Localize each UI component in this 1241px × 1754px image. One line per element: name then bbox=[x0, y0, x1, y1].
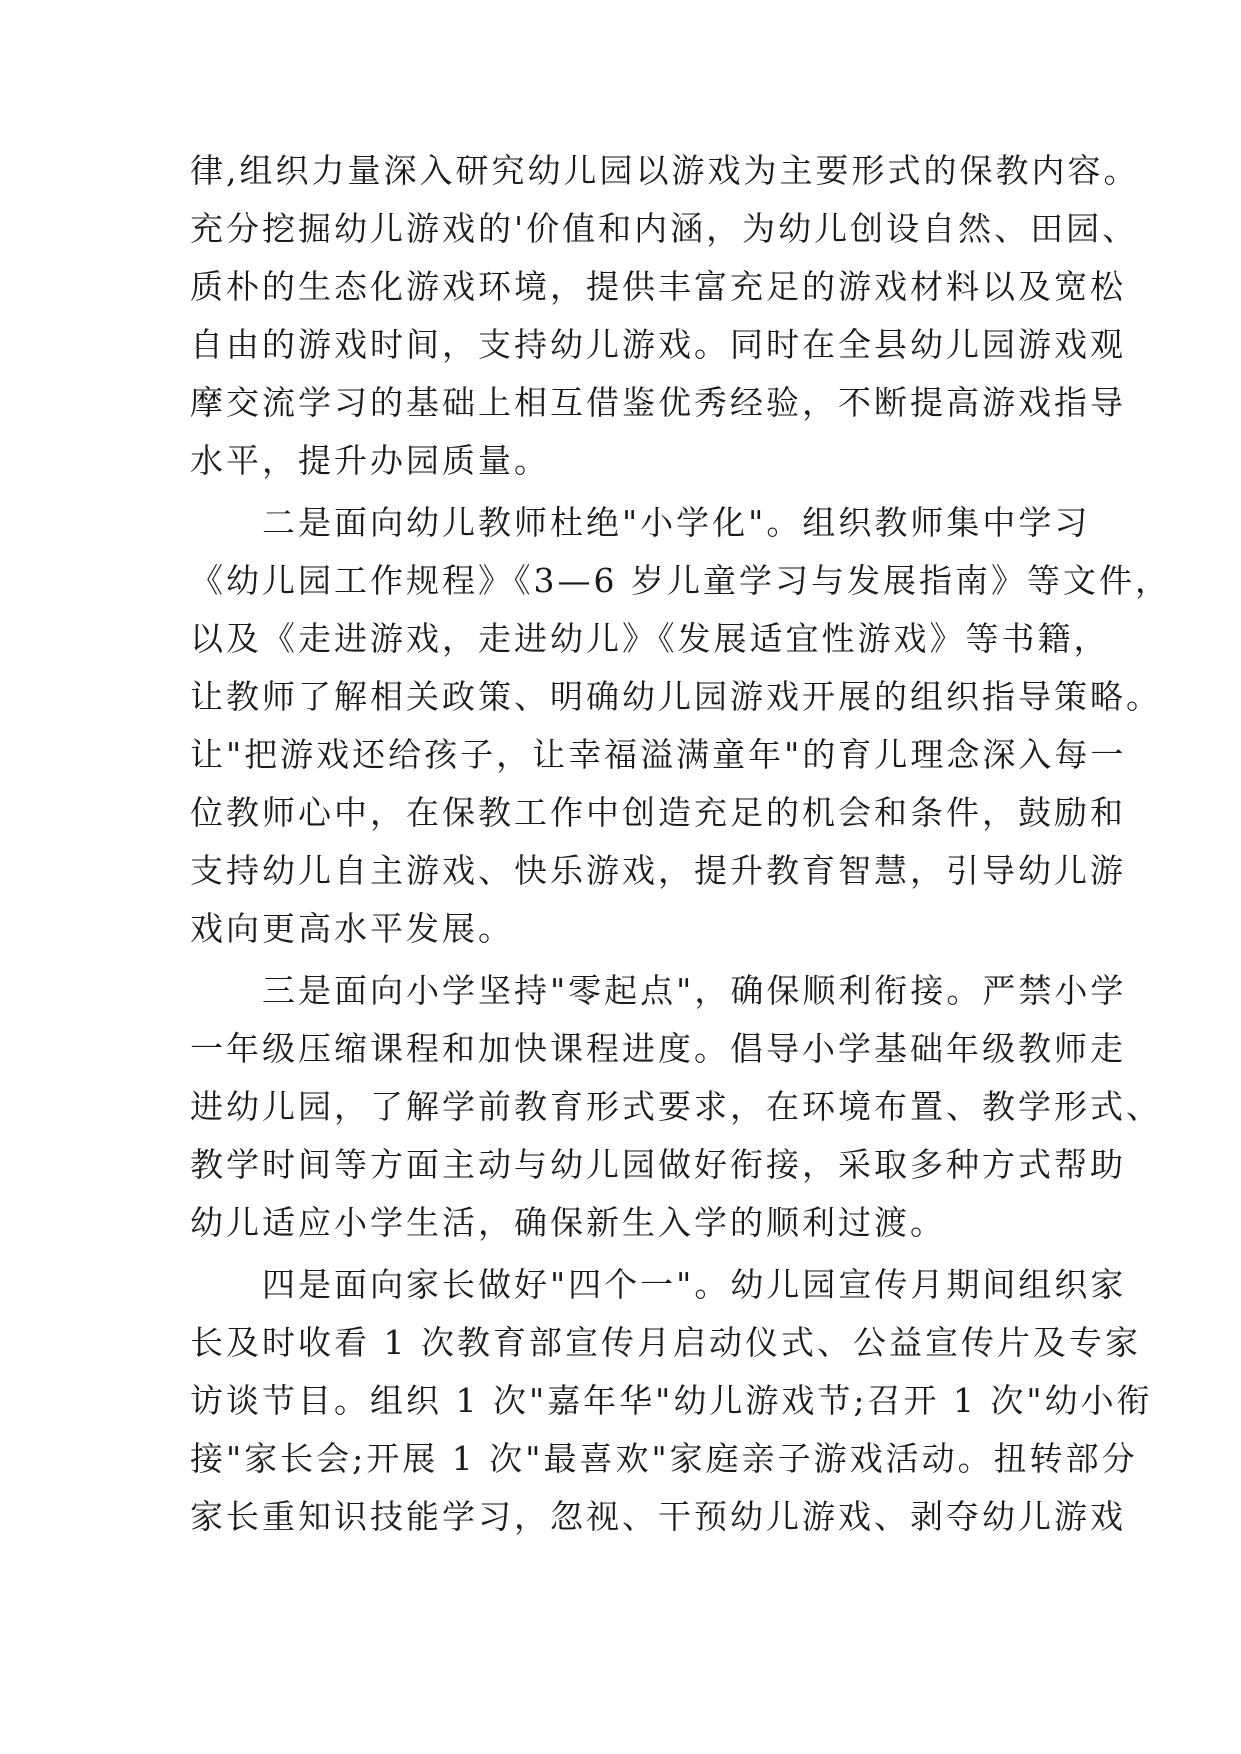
text-line: 家长重知识技能学习，忽视、干预幼儿游戏、剥夺幼儿游戏 bbox=[190, 1497, 1126, 1536]
text-line: 戏向更高水平发展。 bbox=[190, 909, 514, 948]
text-line: 让"把游戏还给孩子，让幸福溢满童年"的育儿理念深入每一 bbox=[190, 735, 1127, 774]
text-line: 律,组织力量深入研究幼儿园以游戏为主要形式的保教内容。 bbox=[190, 151, 1140, 190]
paragraph-first-line: 三是面向小学坚持"零起点"，确保顺利衔接。严禁小学 bbox=[262, 971, 1127, 1010]
text-line: 教学时间等方面主动与幼儿园做好衔接，采取多种方式帮助 bbox=[190, 1145, 1126, 1184]
text-line: 支持幼儿自主游戏、快乐游戏，提升教育智慧，引导幼儿游 bbox=[190, 851, 1126, 890]
text-line: 幼儿适应小学生活，确保新生入学的顺利过渡。 bbox=[190, 1203, 946, 1242]
paragraph-first-line: 二是面向幼儿教师杜绝"小学化"。组织教师集中学习 bbox=[262, 503, 1091, 542]
text-line: 充分挖掘幼儿游戏的'价值和内涵，为幼儿创设自然、田园、 bbox=[190, 209, 1139, 248]
text-line: 《幼儿园工作规程》《3—6 岁儿童学习与发展指南》等文件， bbox=[190, 561, 1171, 600]
text-line: 一年级压缩课程和加快课程进度。倡导小学基础年级教师走 bbox=[190, 1029, 1126, 1068]
text-line: 长及时收看 1 次教育部宣传月启动仪式、公益宣传片及专家 bbox=[190, 1323, 1141, 1362]
text-line: 进幼儿园，了解学前教育形式要求，在环境布置、教学形式、 bbox=[190, 1087, 1162, 1126]
paragraph-first-line: 四是面向家长做好"四个一"。幼儿园宣传月期间组织家 bbox=[262, 1265, 1127, 1304]
text-line: 自由的游戏时间，支持幼儿游戏。同时在全县幼儿园游戏观 bbox=[190, 325, 1126, 364]
text-line: 让教师了解相关政策、明确幼儿园游戏开展的组织指导策略。 bbox=[190, 677, 1162, 716]
text-line: 摩交流学习的基础上相互借鉴优秀经验，不断提高游戏指导 bbox=[190, 383, 1126, 422]
text-line: 水平，提升办园质量。 bbox=[190, 441, 550, 480]
text-line: 位教师心中，在保教工作中创造充足的机会和条件，鼓励和 bbox=[190, 793, 1126, 832]
text-line: 以及《走进游戏，走进幼儿》《发展适宜性游戏》等书籍， bbox=[190, 619, 1110, 658]
text-line: 访谈节目。组织 1 次"嘉年华"幼儿游戏节;召开 1 次"幼小衔 bbox=[190, 1381, 1153, 1420]
text-line: 质朴的生态化游戏环境，提供丰富充足的游戏材料以及宽松 bbox=[190, 267, 1126, 306]
text-line: 接"家长会;开展 1 次"最喜欢"家庭亲子游戏活动。扭转部分 bbox=[190, 1439, 1138, 1478]
